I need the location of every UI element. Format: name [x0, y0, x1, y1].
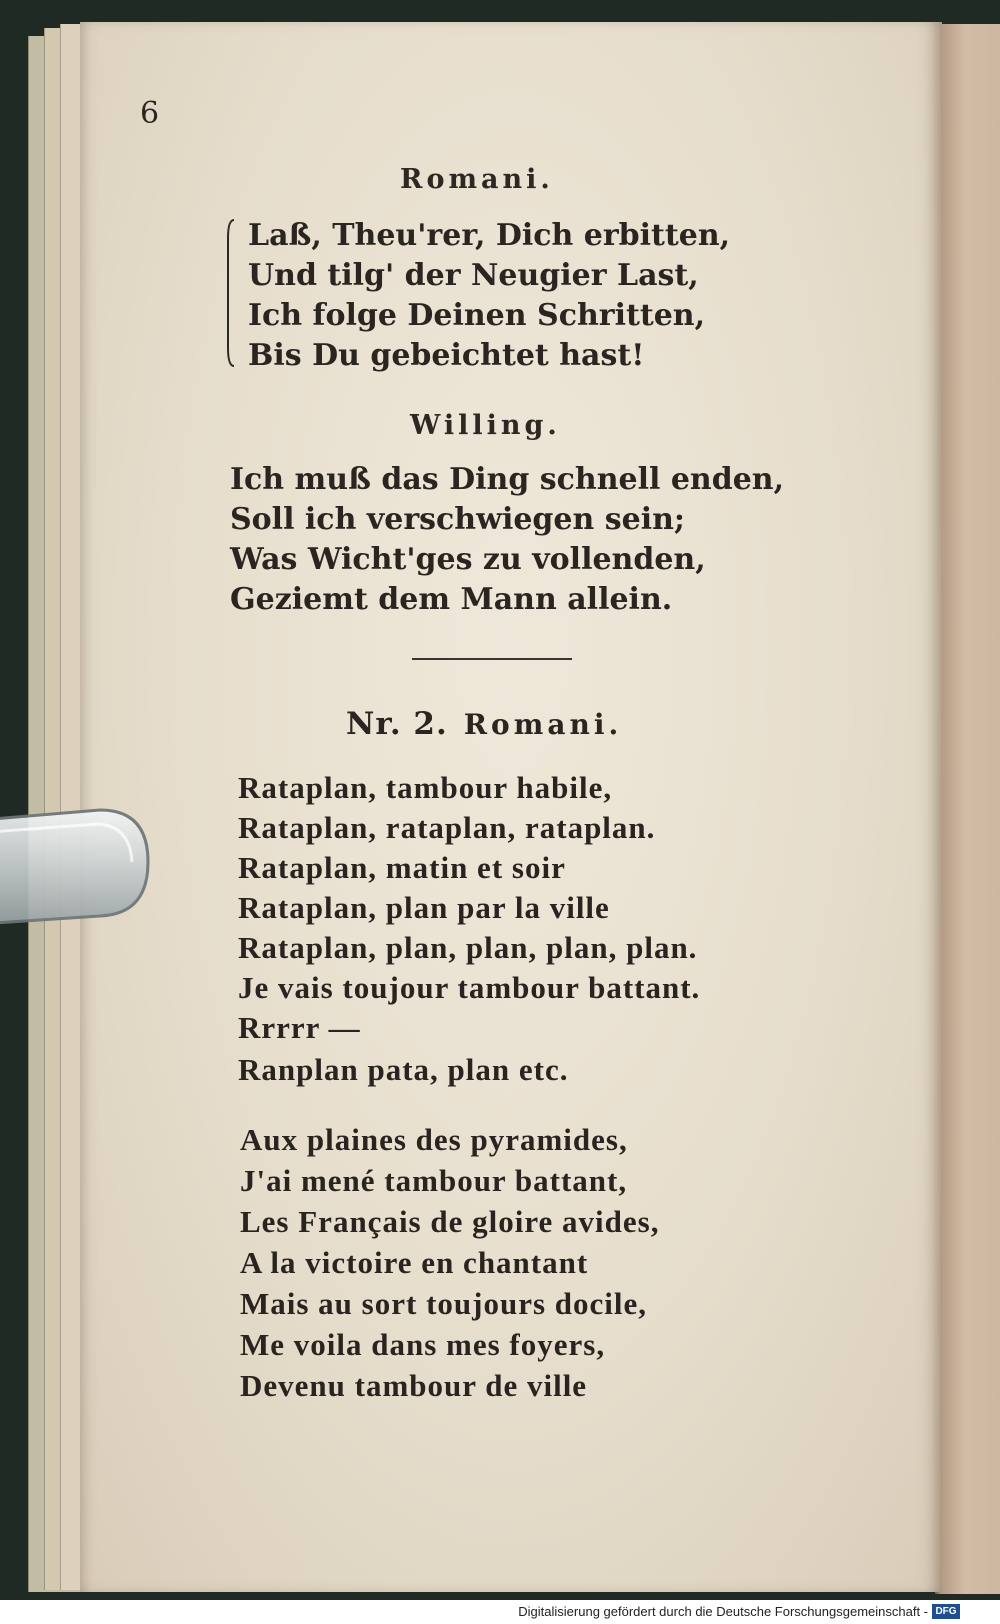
verse-line: Je vais toujour tambour battant.	[238, 970, 701, 1005]
verse-line: Bis Du gebeichtet hast!	[248, 338, 645, 373]
verse-line: Laß, Theu'rer, Dich erbitten,	[248, 218, 731, 253]
page-number: 6	[140, 96, 160, 131]
facing-page-edge	[935, 24, 1000, 1594]
verse-line: Aux plaines des pyramides,	[240, 1122, 628, 1157]
verse-line: Devenu tambour de ville	[240, 1368, 588, 1403]
verse-line: Ranplan pata, plan etc.	[238, 1052, 569, 1087]
verse-line: Rataplan, plan par la ville	[238, 890, 610, 925]
verse-line: Me voila dans mes foyers,	[240, 1327, 606, 1362]
verse-line: Les Français de gloire avides,	[240, 1204, 660, 1239]
verse-line: Rataplan, tambour habile,	[238, 770, 613, 805]
speaker-heading: Romani.	[400, 164, 554, 195]
verse-line: Soll ich verschwiegen sein;	[230, 502, 686, 537]
verse-line: Rrrrr —	[238, 1010, 361, 1045]
verse-line: Geziemt dem Mann allein.	[230, 582, 673, 617]
dfg-logo: DFG	[932, 1604, 960, 1619]
verse-line: Rataplan, rataplan, rataplan.	[238, 810, 656, 845]
verse-line: J'ai mené tambour battant,	[240, 1163, 628, 1198]
verse-line: Und tilg' der Neugier Last,	[248, 258, 699, 293]
number-heading	[346, 706, 622, 742]
verse-line: A la victoire en chantant	[240, 1245, 589, 1280]
verse-line: Rataplan, matin et soir	[238, 850, 566, 885]
verse-line: Ich folge Deinen Schritten,	[248, 298, 706, 333]
section-divider	[412, 658, 572, 660]
verse-line: Rataplan, plan, plan, plan, plan.	[238, 930, 698, 965]
verse-line: Mais au sort toujours docile,	[240, 1286, 648, 1321]
speaker-heading: Willing.	[410, 410, 561, 441]
verse-bracket-icon	[226, 218, 236, 368]
verse-line: Was Wicht'ges zu vollenden,	[230, 542, 706, 577]
number-label: Nr. 2.	[346, 706, 448, 742]
page-holder-clip-icon	[0, 806, 154, 926]
verse-line: Ich muß das Ding schnell enden,	[230, 462, 785, 497]
digitization-credit: Digitalisierung gefördert durch die Deutsche Forschungsgemeinschaft -	[518, 1604, 928, 1619]
speaker-heading: Romani.	[463, 708, 623, 741]
